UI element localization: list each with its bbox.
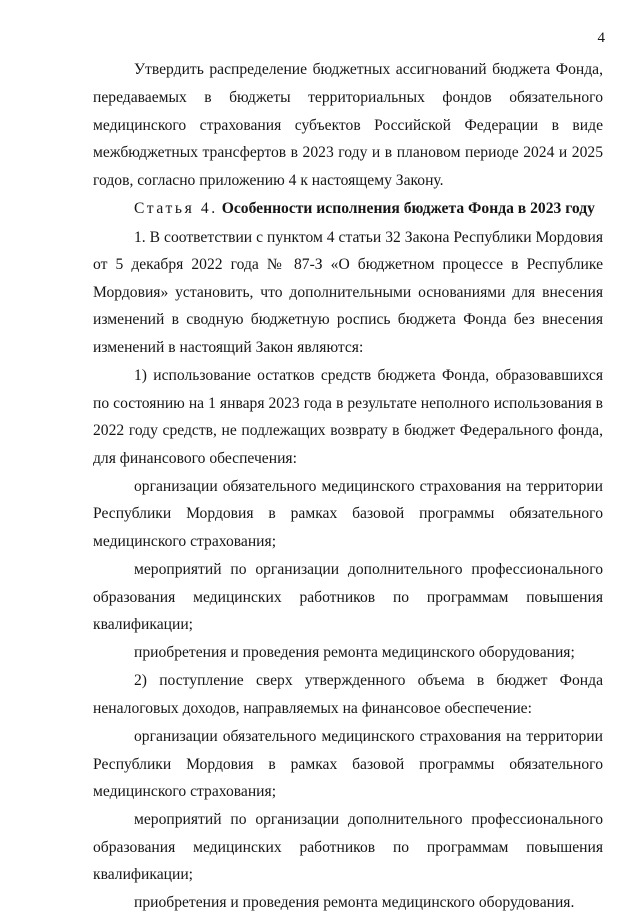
text-line: квалификации; [93,866,193,883]
text-line: Республики Мордовия в рамках базовой программы обязательного [93,756,603,773]
text-line: изменений в сводную бюджетную роспись бюджета Фонда без внесения [93,311,603,328]
article-title: Особенности исполнения бюджета Фонда в 2023 году [221,200,595,217]
text-line: межбюджетных трансфертов в 2023 году и в плановом периоде 2024 и 2025 [93,144,603,161]
text-line: медицинского страхования субъектов Российской Федерации в виде [93,117,603,134]
page-number: 4 [597,30,605,46]
text-line: квалификации; [93,616,193,633]
text-line: образования медицинских работников по программам повышения [93,589,603,606]
text-line: организации обязательного медицинского страхования на территории [134,478,603,495]
text-line: мероприятий по организации дополнительного профессионального [134,811,603,828]
text-line: 1) использование остатков средств бюджета Фонда, образовавшихся [134,367,603,384]
text-line: Утвердить распределение бюджетных ассигнований бюджета Фонда, [134,61,603,78]
text-line: от 5 декабря 2022 года № 87-З «О бюджетном процессе в Республике [93,256,603,273]
text-line: организации обязательного медицинского страхования на территории [134,728,603,745]
text-line: приобретения и проведения ремонта медицинского оборудования. [134,894,575,911]
article-heading [134,199,603,219]
text-line: Мордовия» установить, что дополнительными основаниями для внесения [93,284,603,301]
text-line: 2) поступление сверх утвержденного объема в бюджет Фонда [134,672,603,689]
text-line: приобретения и проведения ремонта медицинского оборудования; [134,644,575,661]
text-line: 1. В соответствии с пунктом 4 статьи 32 Закона Республики Мордовия [134,229,603,246]
text-line: Республики Мордовия в рамках базовой программы обязательного [93,505,603,522]
text-line: медицинского страхования; [93,533,277,550]
text-line: годов, согласно приложению 4 к настоящему Закону. [93,172,444,189]
text-line: по состоянию на 1 января 2023 года в результате неполного использования в [93,395,603,412]
text-line: передаваемых в бюджеты территориальных фондов обязательного [93,89,603,106]
article-number: Статья 4. [134,200,218,217]
text-line: образования медицинских работников по программам повышения [93,839,603,856]
text-line: 2022 году средств, не подлежащих возврату в бюджет Федерального фонда, [93,422,603,439]
text-line: изменений в настоящий Закон являются: [93,339,364,356]
text-line: неналоговых доходов, направляемых на финансовое обеспечение: [93,700,532,717]
text-line: медицинского страхования; [93,783,277,800]
text-line: мероприятий по организации дополнительного профессионального [134,561,603,578]
text-line: для финансового обеспечения: [93,450,297,467]
